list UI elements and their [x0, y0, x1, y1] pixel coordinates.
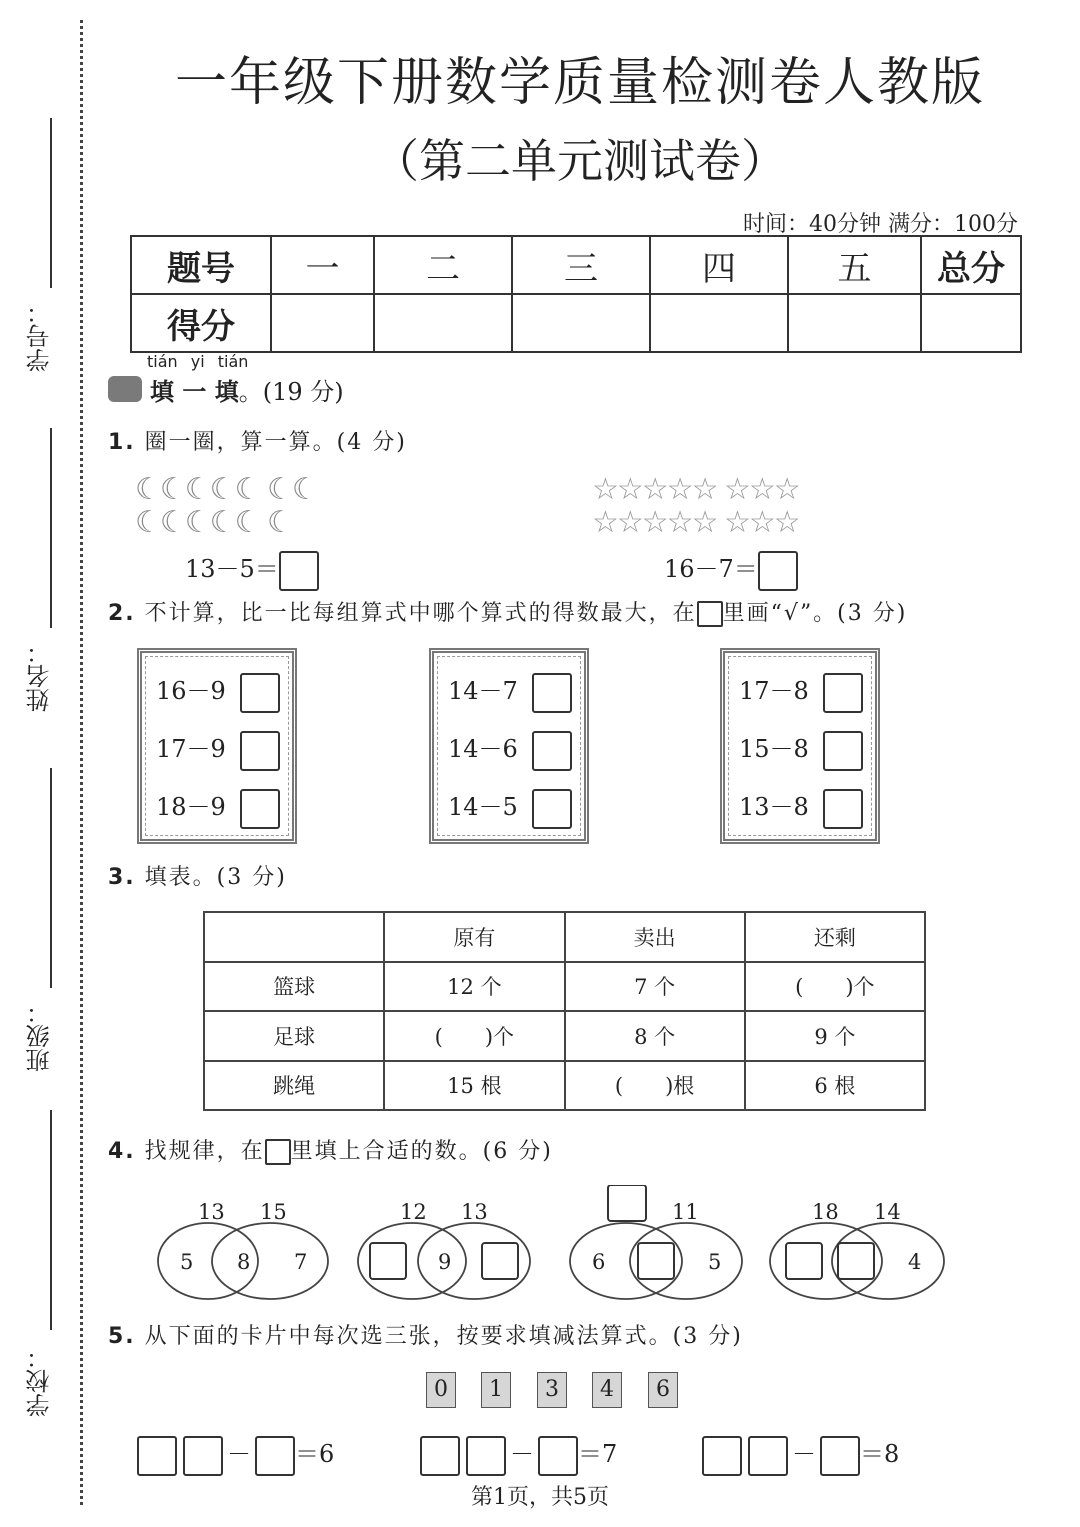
venn-answer-box: [786, 1243, 822, 1279]
venn-left: 6: [592, 1250, 606, 1274]
check-box[interactable]: [823, 673, 863, 713]
comparison-row: [156, 671, 280, 713]
venn-right: 5: [708, 1250, 722, 1274]
venn-answer-box: [838, 1243, 874, 1279]
expression: 16－9: [156, 677, 226, 705]
digit-box[interactable]: [255, 1436, 295, 1476]
moon-icon-row: ☾☾☾☾☾ ☾: [135, 505, 292, 540]
comparison-row: [448, 671, 572, 713]
equation-result: ＝8: [860, 1440, 900, 1468]
name-label: 姓名：: [26, 640, 54, 712]
table-row: [204, 1061, 925, 1111]
table-answer-cell[interactable]: ( )个: [745, 962, 925, 1012]
table-row: [204, 962, 925, 1012]
number-card: 6: [648, 1372, 678, 1408]
question-number: 4.: [108, 1139, 136, 1164]
equation-text: 13－5＝: [185, 555, 279, 583]
score-header-cell: 题号: [131, 236, 271, 294]
page-footer: 第1页，共5页: [471, 1485, 609, 1510]
class-label: 班级：: [26, 1000, 54, 1072]
table-cell: 12 个: [384, 962, 564, 1012]
digit-box[interactable]: [183, 1436, 223, 1476]
table-cell: 足球: [204, 1011, 384, 1061]
minus-sign: －: [792, 1440, 816, 1468]
subtraction-equation: [137, 1434, 334, 1476]
venn-answer-box: [482, 1243, 518, 1279]
check-box[interactable]: [532, 789, 572, 829]
comparison-row: [448, 729, 572, 771]
expression: 18－9: [156, 793, 226, 821]
number-card: 0: [426, 1372, 456, 1408]
venn-mid: 8: [237, 1250, 251, 1274]
comparison-row: [739, 671, 863, 713]
table-cell: 8 个: [565, 1011, 745, 1061]
comparison-row: [448, 787, 572, 829]
question-text: 从下面的卡片中每次选三张，按要求填减法算式。(3 分): [135, 1324, 743, 1349]
table-header-cell: 还剩: [745, 912, 925, 962]
venn-right: 4: [908, 1250, 922, 1274]
venn-mid: 9: [438, 1250, 452, 1274]
question-text: 填表。(3 分): [135, 865, 287, 890]
comparison-group: [429, 648, 589, 844]
digit-box[interactable]: [137, 1436, 177, 1476]
question-1: [108, 425, 407, 456]
minus-sign: －: [510, 1440, 534, 1468]
check-box[interactable]: [240, 789, 280, 829]
expression: 13－8: [739, 793, 809, 821]
venn-top-right: 14: [874, 1200, 901, 1224]
star-icon-row: ☆☆☆☆☆ ☆☆☆: [592, 505, 799, 540]
student-id-line: [50, 118, 52, 288]
equation-left: [185, 549, 319, 591]
score-input-cell[interactable]: [788, 294, 921, 352]
venn-top-right: 11: [672, 1200, 699, 1224]
venn-top-right: 13: [461, 1200, 488, 1224]
section-pinyin: tián yi tián: [147, 352, 249, 371]
expression: 17－9: [156, 735, 226, 763]
expression: 15－8: [739, 735, 809, 763]
equation-result: ＝6: [295, 1440, 335, 1468]
table-header-cell: [204, 912, 384, 962]
score-header-cell: 总分: [921, 236, 1021, 294]
table-row: [204, 1011, 925, 1061]
check-box[interactable]: [823, 731, 863, 771]
venn-answer-box: [608, 1185, 646, 1221]
check-box[interactable]: [823, 789, 863, 829]
star-icon-row: ☆☆☆☆☆ ☆☆☆: [592, 472, 799, 507]
score-input-cell[interactable]: [374, 294, 512, 352]
page-title: 一年级下册数学质量检测卷人教版: [174, 53, 985, 113]
page-subtitle: （第二单元测试卷）: [373, 134, 787, 188]
score-row-label: 得分: [131, 294, 271, 352]
score-input-cell[interactable]: [512, 294, 650, 352]
table-header-cell: 原有: [384, 912, 564, 962]
name-line: [50, 428, 52, 628]
number-card: 1: [481, 1372, 511, 1408]
binding-dotted-line: [80, 20, 83, 1505]
table-cell: 7 个: [565, 962, 745, 1012]
check-box[interactable]: [532, 731, 572, 771]
question-2: [108, 596, 907, 627]
table-answer-cell[interactable]: ( )根: [565, 1061, 745, 1111]
school-line: [50, 1110, 52, 1330]
expression: 14－7: [448, 677, 518, 705]
table-header-cell: 卖出: [565, 912, 745, 962]
question-text: 找规律，在: [135, 1139, 265, 1164]
section-points: 。(19 分): [238, 378, 344, 406]
digit-box[interactable]: [748, 1436, 788, 1476]
question-text: 里填上合适的数。(6 分): [290, 1139, 553, 1164]
digit-box[interactable]: [420, 1436, 460, 1476]
expression: 17－8: [739, 677, 809, 705]
table-cell: 15 根: [384, 1061, 564, 1111]
question-number: 5.: [108, 1324, 136, 1349]
comparison-row: [739, 787, 863, 829]
question-3: [108, 860, 287, 891]
check-box[interactable]: [240, 731, 280, 771]
expression: 14－6: [448, 735, 518, 763]
section-number-badge: [108, 376, 142, 402]
score-header-cell: 三: [512, 236, 650, 294]
table-cell: 6 根: [745, 1061, 925, 1111]
school-label: 学校：: [26, 1345, 54, 1417]
score-input-cell[interactable]: [271, 294, 374, 352]
expression: 14－5: [448, 793, 518, 821]
score-input-cell[interactable]: [921, 294, 1021, 352]
number-card: 4: [592, 1372, 622, 1408]
digit-box[interactable]: [538, 1436, 578, 1476]
equation-right: [664, 549, 798, 591]
fill-table: [203, 911, 926, 1111]
equation-result: ＝7: [578, 1440, 618, 1468]
comparison-row: [156, 787, 280, 829]
comparison-row: [739, 729, 863, 771]
venn-top-left: 18: [812, 1200, 839, 1224]
student-id-label: 学号：: [26, 300, 54, 372]
question-number: 1.: [108, 430, 136, 455]
question-number: 2.: [108, 601, 136, 626]
comparison-group: [137, 648, 297, 844]
question-number: 3.: [108, 865, 136, 890]
exam-meta: 时间：40分钟 满分：100分: [743, 212, 1018, 237]
answer-box[interactable]: [758, 551, 798, 591]
venn-answer-box: [638, 1243, 674, 1279]
venn-top-left: 13: [198, 1200, 225, 1224]
digit-box[interactable]: [466, 1436, 506, 1476]
score-table: [130, 235, 1022, 353]
venn-top-right: 15: [260, 1200, 287, 1224]
table-cell: 跳绳: [204, 1061, 384, 1111]
venn-ellipse: [212, 1223, 328, 1299]
class-line: [50, 768, 52, 988]
venn-top-left: 12: [400, 1200, 427, 1224]
score-header-cell: 二: [374, 236, 512, 294]
inline-box-icon: [697, 601, 723, 627]
equation-text: 16－7＝: [664, 555, 758, 583]
question-4: [108, 1134, 553, 1165]
question-text: 不计算，比一比每组算式中哪个算式的得数最大，在: [135, 601, 697, 626]
section-title-text: 填 一 填: [150, 377, 239, 406]
subtraction-equation: [420, 1434, 617, 1476]
venn-right: 7: [294, 1250, 308, 1274]
score-header-cell: 一: [271, 236, 374, 294]
question-5: [108, 1319, 743, 1350]
check-box[interactable]: [240, 673, 280, 713]
section-title: [150, 372, 344, 407]
score-header-cell: 四: [650, 236, 788, 294]
check-box[interactable]: [532, 673, 572, 713]
inline-box-icon: [265, 1139, 291, 1165]
number-card: 3: [537, 1372, 567, 1408]
question-text: 圈一圈，算一算。(4 分): [135, 430, 407, 455]
venn-answer-box: [370, 1243, 406, 1279]
comparison-group: [720, 648, 880, 844]
minus-sign: －: [227, 1440, 251, 1468]
digit-box[interactable]: [702, 1436, 742, 1476]
subtraction-equation: [702, 1434, 899, 1476]
score-input-cell[interactable]: [650, 294, 788, 352]
venn-left: 5: [180, 1250, 194, 1274]
question-text: 里画“√”。(3 分): [722, 601, 908, 626]
digit-box[interactable]: [820, 1436, 860, 1476]
score-header-cell: 五: [788, 236, 921, 294]
answer-box[interactable]: [279, 551, 319, 591]
comparison-row: [156, 729, 280, 771]
table-cell: 9 个: [745, 1011, 925, 1061]
moon-icon-row: ☾☾☾☾☾ ☾☾: [135, 472, 317, 507]
table-cell: 篮球: [204, 962, 384, 1012]
table-answer-cell[interactable]: ( )个: [384, 1011, 564, 1061]
